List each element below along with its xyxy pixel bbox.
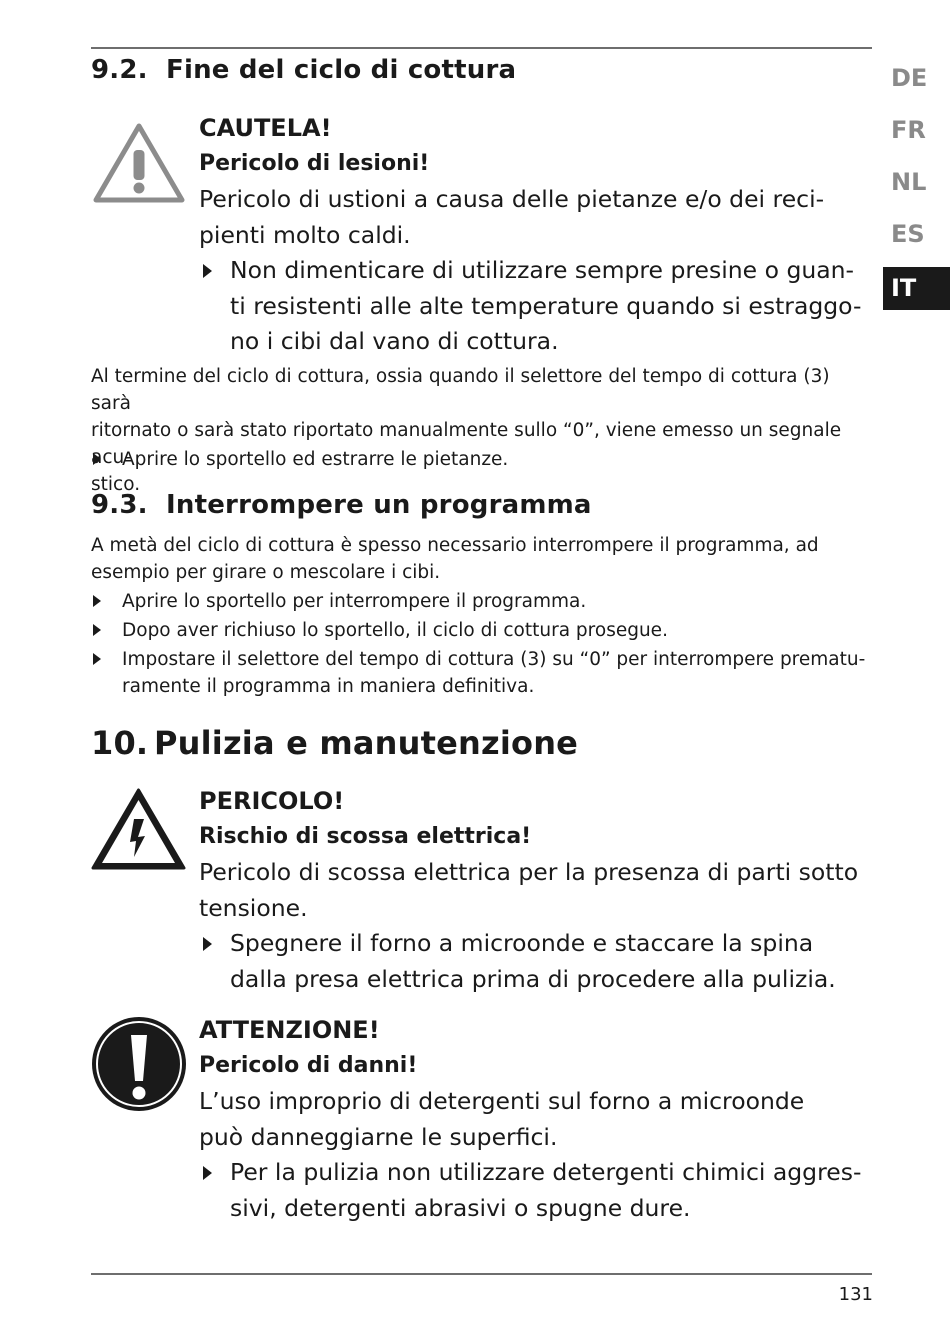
bullet-arrow-icon	[203, 264, 212, 278]
text-line: A metà del ciclo di cottura è spesso necessario interrompere il programma, ad	[91, 535, 819, 556]
page-number: 131	[838, 1284, 873, 1305]
warning-text	[199, 182, 879, 253]
warning-bullet	[199, 926, 879, 997]
lang-tab-es	[883, 220, 950, 248]
heading-title: Fine del ciclo di cottura	[166, 55, 517, 85]
bullet-arrow-icon	[203, 937, 212, 951]
electric-shock-warning-icon	[90, 787, 187, 871]
list-item	[91, 646, 872, 700]
lang-label-es: ES	[891, 220, 925, 248]
text-line: pienti molto caldi.	[199, 220, 411, 249]
bullet-arrow-icon	[93, 453, 101, 465]
bullet-arrow-icon	[203, 1166, 212, 1180]
warning-text	[199, 855, 879, 926]
text-line: Pericolo di scossa elettrica per la presenza di parti sotto	[199, 858, 859, 886]
text-line: dalla presa elettrica prima di procedere alla pulizia.	[230, 964, 836, 993]
text-line: L’uso improprio di detergenti sul forno a microonde	[199, 1087, 805, 1115]
text-line: ramente il programma in maniera definitiva.	[122, 676, 535, 697]
text-line: Pericolo di ustioni a causa delle pietanze e/o dei reci-	[199, 185, 825, 213]
heading-9-2	[91, 55, 516, 85]
exclamation-circle-icon	[90, 1015, 188, 1113]
heading-number: 10.	[91, 724, 149, 762]
bottom-rule	[91, 1273, 872, 1275]
warning-bullet	[199, 253, 879, 360]
lang-label-fr: FR	[891, 116, 926, 144]
heading-10	[91, 724, 578, 762]
text-line: Dopo aver richiuso lo sportello, il ciclo di cottura prosegue.	[122, 620, 668, 641]
text-line: Aprire lo sportello ed estrarre le pietanze.	[122, 449, 509, 470]
text-line: Non dimenticare di utilizzare sempre presine o guan-	[230, 256, 855, 284]
text-line: ritornato o sarà stato riportato manualmente sullo “0”, viene emesso un segnale acu-	[91, 420, 842, 468]
attention-box	[199, 1012, 879, 1226]
heading-number: 9.2.	[91, 55, 148, 85]
text-line: ti resistenti alle alte temperature quando si estraggo-	[230, 291, 862, 320]
caution-box	[199, 110, 879, 360]
danger-box	[199, 783, 879, 997]
top-rule	[91, 47, 872, 49]
text-line: può danneggiarne le superfici.	[199, 1122, 558, 1151]
warning-bullet	[199, 1155, 879, 1226]
text-line: Impostare il selettore del tempo di cottura (3) su “0” per interrompere prematu-	[122, 649, 866, 670]
lang-tab-it-active	[883, 267, 950, 310]
lang-tab-de	[883, 64, 950, 92]
text-line: esempio per girare o mescolare i cibi.	[91, 562, 441, 583]
warning-title: PERICOLO!	[199, 787, 345, 815]
warning-title: CAUTELA!	[199, 114, 332, 142]
warning-text	[199, 1084, 879, 1155]
text-line: Aprire lo sportello per interrompere il programma.	[122, 591, 587, 612]
text-line: tensione.	[199, 893, 308, 922]
text-line: Spegnere il forno a microonde e staccare la spina	[230, 929, 814, 957]
caution-triangle-icon	[93, 123, 185, 203]
list-item	[91, 446, 872, 473]
text-line: Per la pulizia non utilizzare detergenti chimici aggres-	[230, 1158, 862, 1186]
lang-tab-nl	[883, 168, 950, 196]
list-item	[91, 617, 872, 644]
warning-subtitle: Rischio di scossa elettrica!	[199, 824, 532, 849]
bullet-arrow-icon	[93, 624, 101, 636]
bullet-arrow-icon	[93, 653, 101, 665]
text-line: Al termine del ciclo di cottura, ossia quando il selettore del tempo di cottura (3) sarà	[91, 366, 830, 414]
lang-tab-fr	[883, 116, 950, 144]
paragraph-interrupt	[91, 532, 872, 586]
warning-subtitle: Pericolo di lesioni!	[199, 151, 430, 176]
paragraph-end-cycle	[91, 363, 872, 498]
text-line: no i cibi dal vano di cottura.	[230, 327, 559, 355]
heading-number: 9.3.	[91, 490, 148, 520]
warning-subtitle: Pericolo di danni!	[199, 1053, 418, 1078]
lang-label-it: IT	[891, 274, 917, 302]
warning-title: ATTENZIONE!	[199, 1016, 380, 1044]
heading-title: Pulizia e manutenzione	[154, 724, 579, 762]
text-line: sivi, detergenti abrasivi o spugne dure.	[230, 1193, 691, 1222]
lang-label-de: DE	[891, 64, 928, 92]
list-item	[91, 588, 872, 615]
heading-title: Interrompere un programma	[166, 490, 592, 520]
text-line: stico.	[91, 474, 141, 495]
heading-9-3	[91, 490, 592, 520]
lang-label-nl: NL	[891, 168, 927, 196]
bullet-arrow-icon	[93, 595, 101, 607]
